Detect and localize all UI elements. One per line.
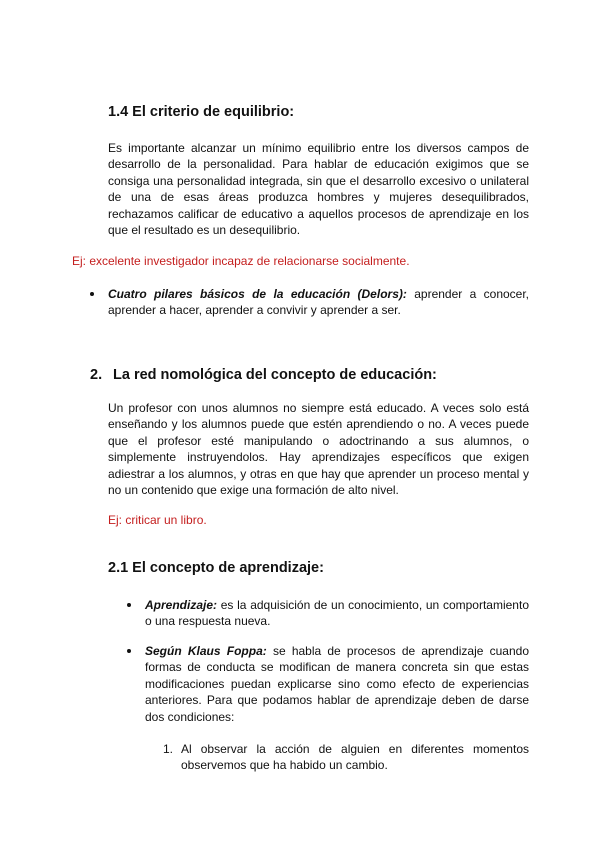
aprendizaje-bullet <box>145 597 529 630</box>
aprendizaje-text: es la adquisición de un conocimiento, un comportamiento o una respuesta nueva. <box>145 598 529 629</box>
numbered-item-number: 1. <box>163 742 174 756</box>
aprendizaje-term: Aprendizaje: <box>145 598 218 612</box>
section-1-4-heading: 1.4 El criterio de equilibrio: <box>108 104 295 120</box>
section-1-4-example: Ej: excelente investigador incapaz de relacionarse socialmente. <box>72 254 410 268</box>
bullet-icon <box>127 649 131 653</box>
foppa-bullet <box>145 643 529 725</box>
section-2-1-heading: 2.1 El concepto de aprendizaje: <box>108 560 324 576</box>
section-2-example: Ej: criticar un libro. <box>108 513 207 527</box>
numbered-item-text: Al observar la acción de alguien en diferentes momentos observemos que ha habido un cambio. <box>181 742 529 773</box>
foppa-term: Según Klaus Foppa: <box>145 644 267 658</box>
delors-text: aprender a conocer, aprender a hacer, aprender a convivir y aprender a ser. <box>108 287 530 318</box>
bullet-icon <box>90 292 94 296</box>
section-2-heading: La red nomológica del concepto de educación: <box>113 367 437 383</box>
foppa-text: se habla de procesos de aprendizaje cuando formas de conducta se modifican de manera concreta sin que estas modificaciones puedan explicarse sino como efecto de experiencias anteriores. Para que podamos hablar de aprendizaje deben de darse dos condiciones: <box>145 644 529 724</box>
bullet-icon <box>127 603 131 607</box>
section-2-number: 2. <box>90 367 103 383</box>
delors-term: Cuatro pilares básicos de la educación (Delors): <box>108 287 407 301</box>
section-2-paragraph: Un profesor con unos alumnos no siempre está educado. A veces solo está enseñando y los alumnos puede que estén aprendiendo o no. A veces puede que el profesor esté manipulando o adoctrinando a sus alumnos, o simplemente instruyendolos. Hay aprendizajes específicos que exigen adiestrar a los alumnos, y otras en que hay que aprender un proceso mental y no un contenido que exige una formación de alto nivel. <box>108 401 529 498</box>
section-1-4-paragraph: Es importante alcanzar un mínimo equilibrio entre los diversos campos de desarrollo de la personalidad. Para hablar de educación exigimos que se consiga una personalidad integrada, sin que el desarrollo excesivo o unilateral de una de esas áreas produzca hombres y mujeres desequilibrados, rechazamos calificar de educativo a aquellos procesos de aprendizaje en los que el resultado es un desequilibrio. <box>108 141 529 238</box>
delors-bullet <box>108 286 529 319</box>
